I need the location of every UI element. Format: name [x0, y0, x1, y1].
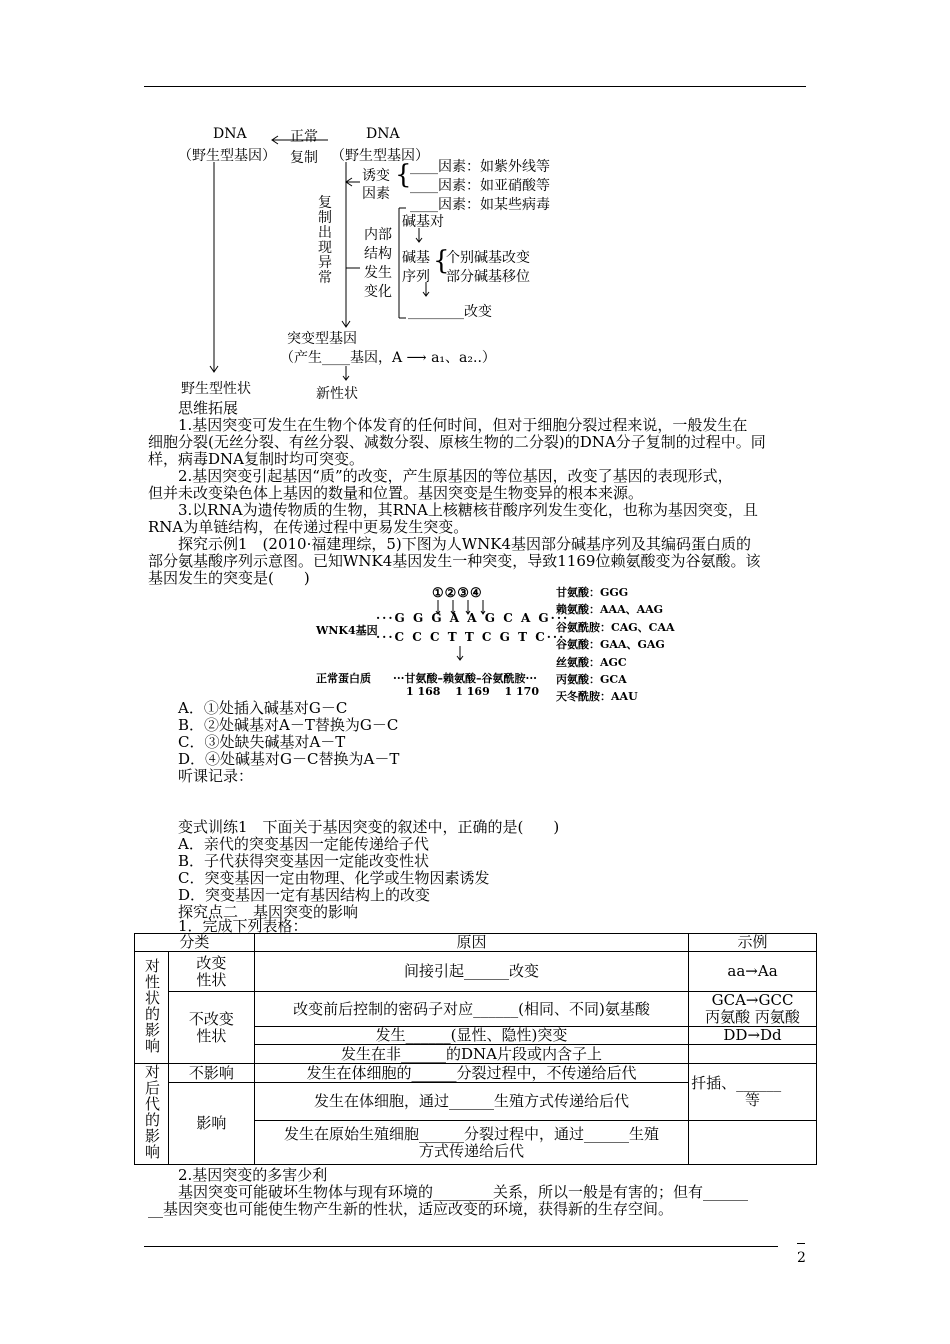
dna-left-sub: （野生型基因） [178, 148, 276, 164]
ex1-q2: 部分氨基酸序列示意图。已知WNK4基因发生一种突变，导致1169位赖氨酸变为谷氨酸。该 [148, 552, 761, 570]
cat-no-effect: 不影响 [168, 1064, 254, 1083]
example-3: DD→Dd [689, 1027, 817, 1045]
example-2b: 丙氨酸 丙氨酸 [705, 1008, 800, 1026]
seq-1: 个别碱基改变 [446, 250, 530, 266]
factor-1: ____因素：如紫外线等 [410, 159, 550, 175]
cat-change-trait: 改变性状 [196, 953, 227, 989]
section2-sub2: 2.基因突变的多害少利 [178, 1166, 328, 1184]
produce: （产生____基因，A ⟶ a₁、a₂..） [280, 350, 496, 366]
example-2a: GCA→GCC [711, 991, 794, 1009]
reason-3: 发生______(显性、隐性)突变 [254, 1027, 688, 1045]
reason-1: 间接引起______改变 [254, 952, 688, 992]
ext-p3: 3.以RNA为遗传物质的生物，其RNA上核糖核苷酸序列发生变化，也称为基因突变，且 [178, 501, 758, 519]
var1-option-a: A．亲代的突变基因一定能传递给子代 [178, 835, 429, 853]
section2-sub1: 1．完成下列表格： [178, 917, 308, 935]
brace-1: { [395, 160, 412, 190]
reason-4: 发生在非______的DNA片段或内含子上 [254, 1045, 688, 1064]
ex1-option-a: A．①处插入碱基对G－C [178, 699, 348, 717]
codon-table [556, 584, 675, 706]
factor-3: ____因素：如某些病毒 [410, 197, 550, 213]
extension-title: 思维拓展 [178, 399, 239, 417]
header-category: 分类 [135, 934, 255, 952]
wild-trait: 野生型性状 [181, 381, 251, 397]
base-pair: 碱基对 [402, 214, 444, 230]
section2-p1: 基因突变可能破坏生物体与现有环境的________关系，所以一般是有害的；但有______ [178, 1183, 749, 1201]
var1-option-d: D．突变基因一定有基因结构上的改变 [178, 886, 431, 904]
protein-arrow [455, 646, 465, 664]
ex1-q3: 基因发生的突变是( ) [148, 569, 310, 587]
replication-abnormal: 复制出现异常 [318, 195, 332, 286]
example-6b: 等 [745, 1091, 761, 1109]
reason-6: 发生在体细胞，通过______生殖方式传递给后代 [254, 1083, 688, 1121]
ext-p3b: RNA为单链结构，在传递过程中更易发生突变。 [148, 518, 469, 536]
codon-row: 天冬酰胺：AAU [556, 690, 638, 704]
group-trait-impact: 对性状的影响 [142, 957, 161, 1054]
reason-7a: 发生在原始生殖细胞______分裂过程中，通过______生殖 [283, 1124, 659, 1143]
ext-p1c: 样，病毒DNA复制时均可突变。 [148, 450, 364, 468]
arrow-bottom-label: 复制 [290, 150, 318, 166]
markers: ①②③④ [432, 586, 483, 601]
arrow-top-label: 正常 [290, 129, 318, 145]
factor-2: ____因素：如亚硝酸等 [410, 178, 550, 194]
header-reason: 原因 [254, 934, 688, 952]
change: ________改变 [408, 304, 492, 320]
example-6a: 扦插、______ [691, 1074, 782, 1092]
protein-label: 正常蛋白质 [316, 672, 371, 685]
section2-title: 探究点二 基因突变的影响 [178, 903, 359, 921]
codon-row: 谷氨酰胺：CAG、CAA [556, 620, 675, 634]
codon-row: 谷氨酸：GAA、GAG [556, 638, 665, 652]
base-seq: 碱基序列 [402, 250, 430, 285]
footer-rule [144, 1246, 778, 1247]
var1-option-c: C．突变基因一定由物理、化学或生物因素诱发 [178, 869, 490, 887]
strand-bottom: ···C C C T T C G T C··· [376, 630, 566, 644]
page-number: 2 [797, 1250, 806, 1266]
mutant-gene: 突变型基因 [287, 331, 357, 347]
ex1-option-c: C．③处缺失碱基对A－T [178, 733, 346, 751]
var1-option-b: B．子代获得突变基因一定能改变性状 [178, 852, 430, 870]
section2-p2: __基因突变也可能使生物产生新的性状，适应改变的环境，获得新的生存空间。 [148, 1200, 674, 1218]
codon-row: 丙氨酸：GCA [556, 673, 627, 687]
dna-right: DNA [366, 126, 400, 142]
induce-label: 诱变因素 [362, 168, 390, 202]
ex1-q1: 探究示例1 (2010·福建理综，5)下图为人WNK4基因部分碱基序列及其编码蛋白质的 [178, 535, 752, 553]
ex1-note: 听课记录： [178, 767, 254, 785]
dna-left: DNA [213, 126, 247, 142]
ex1-option-b: B．②处碱基对A－T替换为G－C [178, 716, 399, 734]
gene-label: WNK4基因 [316, 624, 378, 637]
codon-row: 甘氨酸：GGG [556, 586, 629, 599]
example-7-empty [689, 1121, 817, 1165]
ext-p2: 2.基因突变引起基因“质”的改变，产生原基因的等位基因，改变了基因的表现形式， [178, 467, 733, 485]
ext-p1: 1.基因突变可发生在生物个体发育的任何时间，但对于细胞分裂过程来说，一般发生在 [178, 416, 748, 434]
ex1-option-d: D．④处碱基对G－C替换为A－T [178, 750, 400, 768]
header-example: 示例 [689, 934, 817, 952]
seq-2: 部分碱基移位 [446, 269, 530, 285]
var1-q: 变式训练1 下面关于基因突变的叙述中，正确的是( ) [178, 818, 560, 836]
codon-row: 丝氨酸：AGC [556, 655, 627, 669]
brace-2: { [433, 246, 450, 276]
reason-2: 改变前后控制的密码子对应______(相同、不同)氨基酸 [254, 992, 688, 1027]
ext-p1b: 细胞分裂(无丝分裂、有丝分裂、减数分裂、原核生物的二分裂)的DNA分子复制的过程中。同 [148, 433, 766, 451]
example-1: aa→Aa [689, 952, 817, 992]
cat-effect: 影响 [168, 1083, 254, 1165]
reason-5: 发生在体细胞的______分裂过程中，不传递给后代 [254, 1064, 688, 1083]
aa-seq: ···甘氨酸–赖氨酸–谷氨酰胺··· [393, 672, 537, 685]
reason-7b: 方式传递给后代 [418, 1141, 524, 1160]
dna-right-sub: （野生型基因） [331, 148, 429, 164]
aa-positions: 1 168 1 169 1 170 [406, 685, 539, 698]
example-4-empty [689, 1045, 817, 1064]
ext-p2b: 但并未改变染色体上基因的数量和位置。基因突变是生物变异的根本来源。 [148, 484, 644, 502]
new-trait: 新性状 [316, 386, 358, 402]
cat-no-change-trait: 不改变性状 [188, 1009, 234, 1045]
group-offspring-impact: 对后代的影响 [142, 1064, 161, 1160]
internal-label: 内部结构发生变化 [364, 227, 392, 300]
codon-row: 赖氨酸：AAA、AAG [556, 603, 664, 617]
impact-table [134, 933, 817, 1165]
header-rule [144, 86, 806, 87]
page-number-bar [797, 1243, 805, 1244]
strand-top: ···G G G A A G C A G··· [376, 611, 570, 625]
